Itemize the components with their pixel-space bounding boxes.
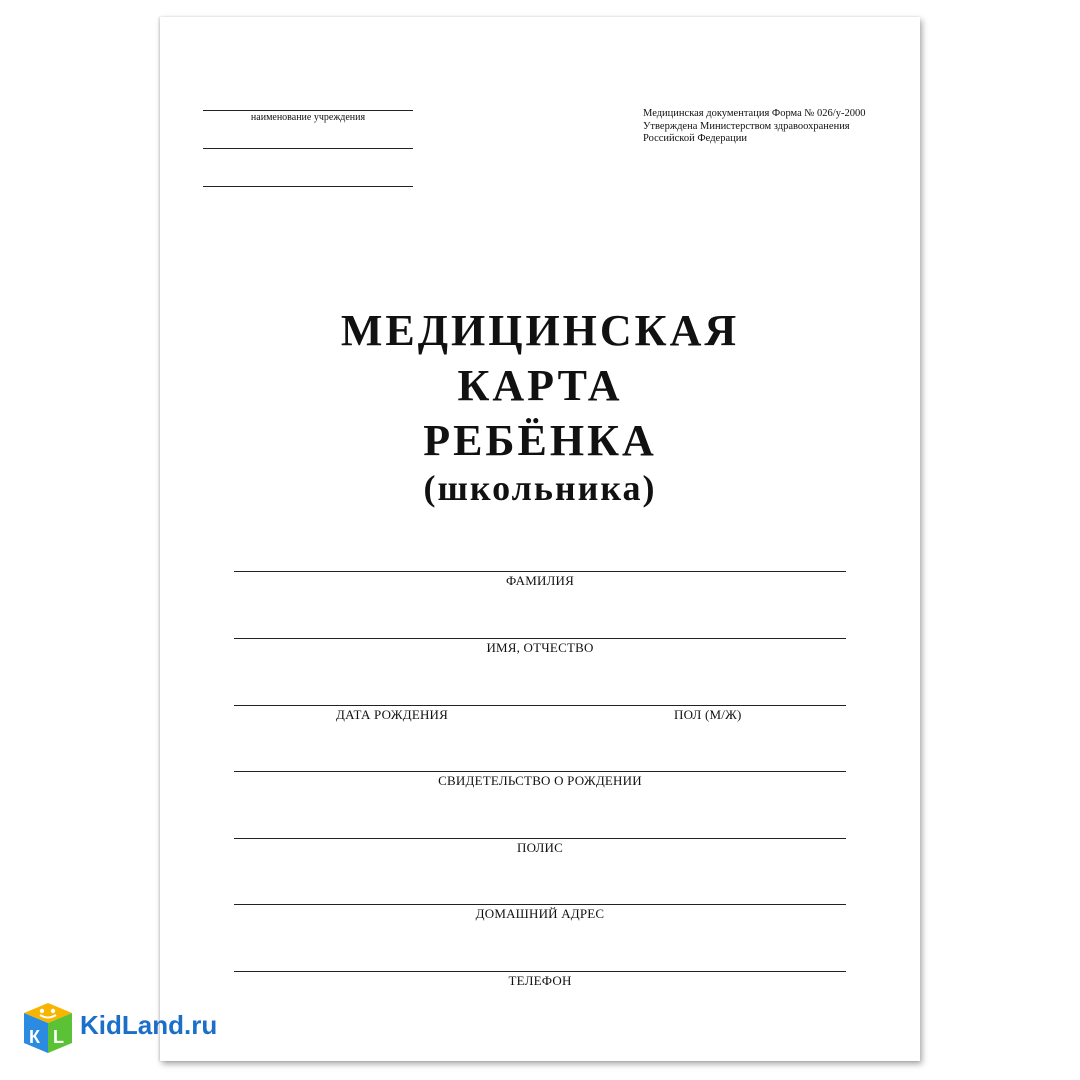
birth-date-label: ДАТА РОЖДЕНИЯ [336,707,449,722]
phone-label: ТЕЛЕФОН [508,973,572,988]
birth-certificate-line [234,771,846,772]
birth-certificate-label: СВИДЕТЕЛЬСТВО О РОЖДЕНИИ [438,773,642,788]
title-line-3: РЕБЁНКА [423,416,657,465]
birth-date-line [234,705,846,706]
sex-label: ПОЛ (М/Ж) [674,707,742,722]
kidland-cube-icon [22,1001,78,1055]
document-title [160,303,920,508]
kidland-watermark [22,1001,252,1055]
form-info [643,108,903,146]
policy-line [234,838,846,839]
institution-caption: наименование учреждения [250,112,366,123]
surname-label: ФАМИЛИЯ [505,573,575,588]
title-line-1: МЕДИЦИНСКАЯ [340,306,740,355]
surname-line [234,571,846,572]
form-info-line-2: Утверждена Министерством здравоохранения [643,120,850,132]
institution-line-1 [203,110,413,111]
birth-date-sex-labels [234,707,846,722]
form-info-line-1: Медицинская документация Форма № 026/у-2000 [643,108,866,119]
name-patronymic-line [234,638,846,639]
svg-text:L: L [53,1027,64,1047]
institution-line-2 [203,148,413,149]
phone-line [234,971,846,972]
institution-line-3 [203,186,413,187]
policy-label: ПОЛИС [516,840,563,855]
home-address-label: ДОМАШНИЙ АДРЕС [475,906,605,921]
form-info-line-3: Российской Федерации [643,133,747,144]
title-line-4: (школьника) [423,468,657,508]
kidland-brand-text: KidLand.ru [80,1010,218,1040]
name-patronymic-label: ИМЯ, ОТЧЕСТВО [486,640,594,655]
home-address-line [234,904,846,905]
svg-text:К: К [29,1027,40,1047]
title-line-2: КАРТА [457,361,623,410]
document-page [160,17,920,1061]
